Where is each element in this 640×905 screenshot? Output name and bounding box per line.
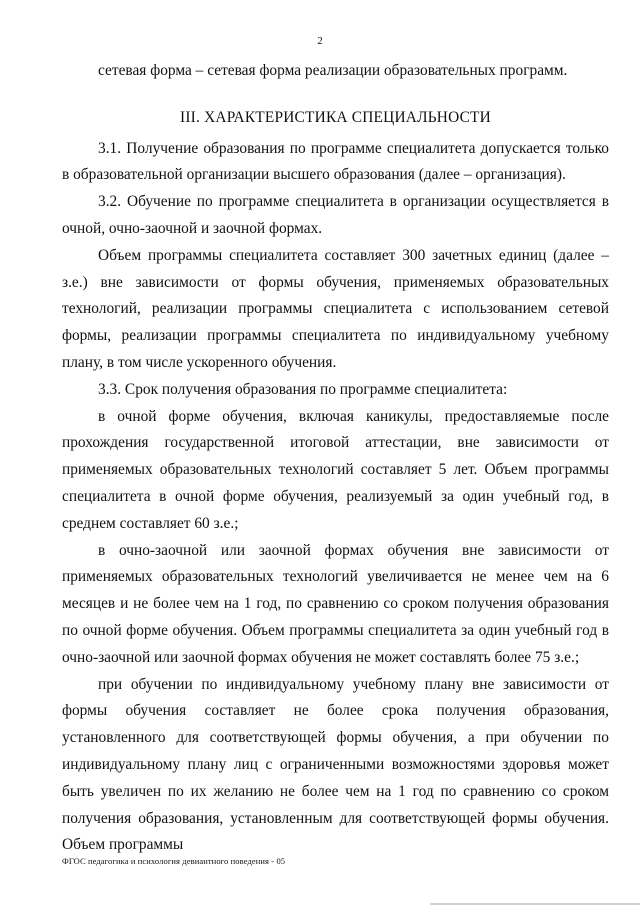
paragraph-program-volume: Объем программы специалитета составляет 300 зачетных единиц (далее – з.е.) вне зависимости от формы обучения, применяемых образовательных технологий, реализации программы специалитета с использованием сетевой формы, реализации программы специалитета по индивидуальному учебному плану, в том числе ускоренного обучения. [62,246,609,371]
paragraph-3-1: 3.1. Получение образования по программе специалитета допускается только в образовательной организации высшего образования (далее – организация). [62,139,609,184]
paragraph-individual-plan: при обучении по индивидуальному учебному плану вне зависимости от формы обучения составляет не более срока получения образования, установленного для соответствующей формы обучения, а при обучении по индивидуальному плану лиц с ограниченными возможностями здоровья может быть увеличен по их желанию не более чем на 1 год по сравнению со сроком получения образования, установленным для соответствующей формы обучения. Объем программы [62,675,609,854]
page-number: 2 [317,35,323,47]
document-footer: ФГОС педагогика и психология девиантного поведения - 05 [62,856,286,866]
section-heading: III. ХАРАКТЕРИСТИКА СПЕЦИАЛЬНОСТИ [180,108,491,126]
paragraph-3-3: 3.3. Срок получения образования по программе специалитета: [98,380,508,398]
paragraph-part-time: в очно-заочной или заочной формах обучения вне зависимости от применяемых образовательных технологий увеличивается не менее чем на 6 месяцев и не более чем на 1 год, по сравнению со сроком получения образования по очной форме обучения. Объем программы специалитета за один учебный год в очно-заочной или заочной формах обучения не может составлять более 75 з.е.; [62,541,609,666]
paragraph-network-form: сетевая форма – сетевая форма реализации образовательных программ. [98,62,568,79]
paragraph-3-2: 3.2. Обучение по программе специалитета в организации осуществляется в очной, очно-заочной и заочной формах. [62,193,609,237]
paragraph-full-time: в очной форме обучения, включая каникулы, предоставляемые после прохождения государственной итоговой аттестации, вне зависимости от применяемых образовательных технологий составляет 5 лет. Объем программы специалитета в очной форме обучения, реализуемый за один учебный год, в среднем составляет 60 з.е.; [62,407,609,532]
document-body [62,58,609,859]
